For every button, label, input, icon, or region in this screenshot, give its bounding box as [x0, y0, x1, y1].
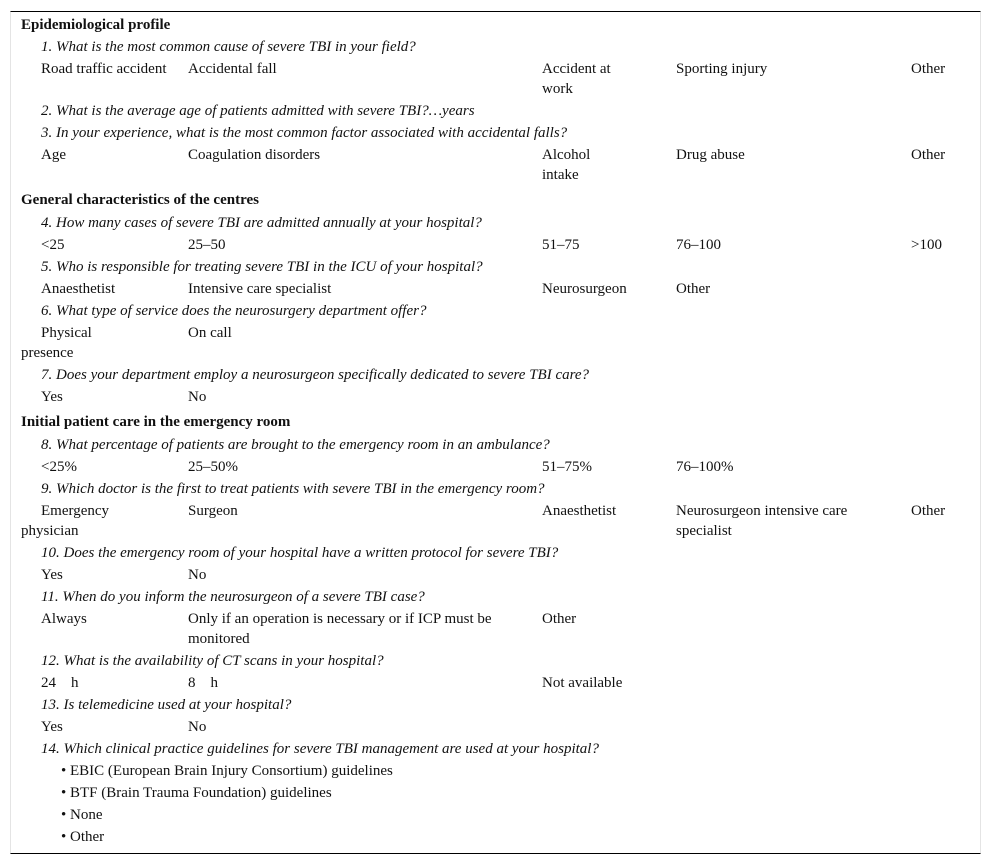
- option: Other: [676, 281, 711, 297]
- option: Drug abuse: [676, 147, 745, 163]
- question-12: 12. What is the availability of CT scans in your hospital?: [41, 653, 384, 669]
- option: >100: [911, 237, 942, 253]
- question-9: 9. Which doctor is the first to treat patients with severe TBI in the emergency room?: [41, 481, 545, 497]
- section-heading-general: General characteristics of the centres: [21, 192, 259, 208]
- option: Always: [41, 611, 87, 627]
- survey-table: [10, 11, 981, 854]
- option: Other: [911, 61, 946, 77]
- option: Emergency physician: [21, 503, 110, 539]
- question-5: 5. Who is responsible for treating severe TBI in the ICU of your hospital?: [41, 259, 483, 275]
- option: 24 h: [41, 675, 79, 691]
- option: <25%: [41, 459, 77, 475]
- question-1: 1. What is the most common cause of severe TBI in your field?: [41, 39, 416, 55]
- option: Neurosurgeon: [542, 281, 627, 297]
- option: Yes: [41, 389, 63, 405]
- question-7: 7. Does your department employ a neurosurgeon specifically dedicated to severe TBI care?: [41, 367, 590, 383]
- option: Neurosurgeon intensive care specialist: [676, 503, 848, 539]
- option: No: [188, 719, 207, 735]
- section-heading-initial: Initial patient care in the emergency room: [21, 414, 291, 430]
- section-heading-epidemiological: Epidemiological profile: [21, 17, 171, 33]
- option: Other: [911, 147, 946, 163]
- option: No: [188, 389, 207, 405]
- question-11: 11. When do you inform the neurosurgeon of a severe TBI case?: [41, 589, 425, 605]
- question-8: 8. What percentage of patients are brought to the emergency room in an ambulance?: [41, 437, 550, 453]
- question-6: 6. What type of service does the neurosurgery department offer?: [41, 303, 427, 319]
- option: Coagulation disorders: [188, 147, 321, 163]
- question-10: 10. Does the emergency room of your hospital have a written protocol for severe TBI?: [41, 545, 559, 561]
- bullet-item: • BTF (Brain Trauma Foundation) guidelines: [61, 785, 332, 801]
- option: <25: [41, 237, 65, 253]
- option: 51–75%: [542, 459, 592, 475]
- option: Physical presence: [21, 325, 92, 361]
- question-14: 14. Which clinical practice guidelines for severe TBI management are used at your hospital?: [41, 741, 599, 757]
- option: On call: [188, 325, 232, 341]
- question-13: 13. Is telemedicine used at your hospital?: [41, 697, 292, 713]
- option: Age: [41, 147, 66, 163]
- option: 76–100%: [676, 459, 734, 475]
- option: No: [188, 567, 207, 583]
- option: Only if an operation is necessary or if ICP must be monitored: [188, 611, 492, 647]
- bullet-item: • None: [61, 807, 103, 823]
- option: 76–100: [676, 237, 721, 253]
- option: Yes: [41, 719, 63, 735]
- bullet-item: • Other: [61, 829, 105, 845]
- option: Accidental fall: [188, 61, 277, 77]
- option: 25–50%: [188, 459, 238, 475]
- option: Other: [911, 503, 946, 519]
- option: Other: [542, 611, 577, 627]
- option: 51–75: [542, 237, 580, 253]
- bullet-item: • EBIC (European Brain Injury Consortium) guidelines: [61, 763, 393, 779]
- option: Accident at work: [542, 61, 611, 97]
- option: Anaesthetist: [542, 503, 617, 519]
- question-2: 2. What is the average age of patients admitted with severe TBI?…years: [41, 103, 475, 119]
- option: Sporting injury: [676, 61, 768, 77]
- option: Intensive care specialist: [188, 281, 332, 297]
- option: Road traffic accident: [41, 61, 167, 77]
- option: 25–50: [188, 237, 226, 253]
- option: 8 h: [188, 675, 218, 691]
- option: Surgeon: [188, 503, 238, 519]
- option: Yes: [41, 567, 63, 583]
- option: Alcohol intake: [542, 147, 591, 183]
- option: Not available: [542, 675, 623, 691]
- question-3: 3. In your experience, what is the most common factor associated with accidental falls?: [41, 125, 568, 141]
- question-4: 4. How many cases of severe TBI are admitted annually at your hospital?: [41, 215, 482, 231]
- option: Anaesthetist: [41, 281, 116, 297]
